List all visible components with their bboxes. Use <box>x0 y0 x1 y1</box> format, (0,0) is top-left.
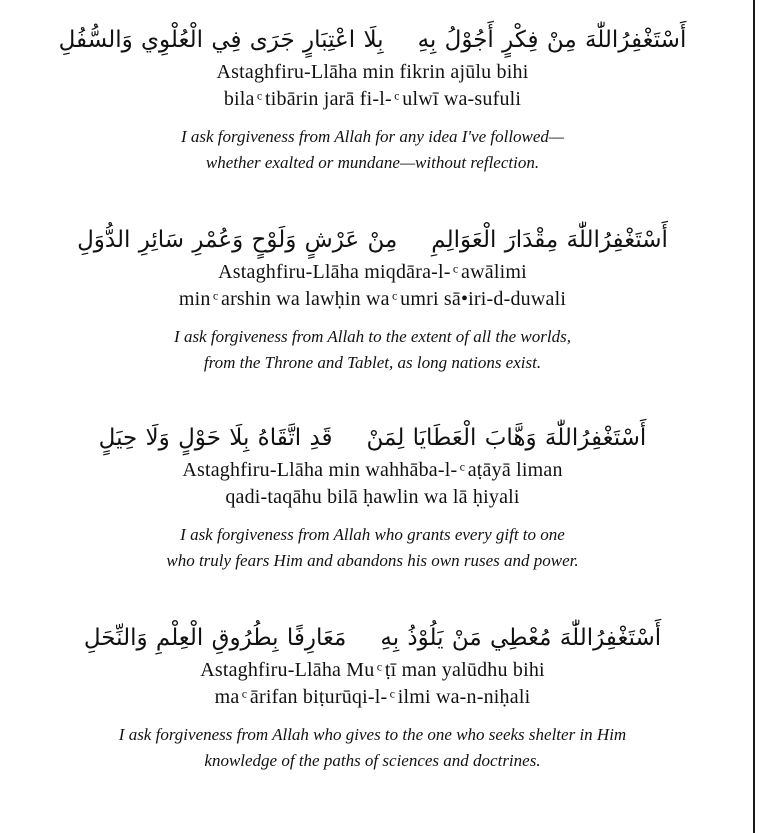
page-edge-rule <box>753 0 755 833</box>
transliteration-line-1: Astaghfiru-Llāha miqdāra-l- ͨ awālimi <box>218 261 527 283</box>
arabic-verse <box>0 222 745 258</box>
arabic-hemistich-first: أَسْتَغْفِرُاللّٰهَ مِقْدَارَ الْعَوَالِمِ <box>431 227 668 253</box>
translation-line-1: I ask forgiveness from Allah for any idea I've followed— <box>180 127 565 146</box>
arabic-verse <box>0 420 745 456</box>
translation-line-2: knowledge of the paths of sciences and doctrines. <box>204 751 541 770</box>
stanza-4 <box>0 620 745 774</box>
arabic-verse <box>0 620 745 656</box>
transliteration-line-2: bila ͨ tibārin jarā fi-l- ͨ ulwī wa-sufuli <box>223 88 522 110</box>
transliteration-line-1: Astaghfiru-Llāha min fikrin ajūlu bihi <box>216 61 529 83</box>
translation-line-2: from the Throne and Tablet, as long nations exist. <box>203 353 542 372</box>
stanza-3 <box>0 420 745 574</box>
translation-line-1: I ask forgiveness from Allah who gives to the one who seeks shelter in Him <box>118 725 627 744</box>
arabic-hemistich-first: أَسْتَغْفِرُاللّٰهَ وَهَّابَ الْعَطَايَا لِمَنْ <box>366 425 647 451</box>
arabic-hemistich-first: أَسْتَغْفِرُاللّٰهَ مِنْ فِكْرٍ أَجُوْلُ بِهِ <box>417 27 687 53</box>
stanza-1 <box>0 22 745 176</box>
transliteration-line-1: Astaghfiru-Llāha min wahhāba-l- ͨ aṭāyā liman <box>182 459 563 481</box>
transliteration-line-2: min ͨ arshin wa lawḥin wa ͨ umri sā•iri-d-duwali <box>178 288 567 310</box>
translation-line-2: who truly fears Him and abandons his own ruses and power. <box>166 551 579 570</box>
translation-line-1: I ask forgiveness from Allah to the extent of all the worlds, <box>174 327 571 346</box>
translation-line-1: I ask forgiveness from Allah who grants every gift to one <box>180 525 565 544</box>
transliteration-line-1: Astaghfiru-Llāha Mu ͨ ṭī man yalūdhu bihi <box>200 659 545 681</box>
transliteration-line-2: ma ͨ ārifan biṭurūqi-l- ͨ ilmi wa-n-niḥali <box>214 686 531 708</box>
arabic-hemistich-first: أَسْتَغْفِرُاللّٰهَ مُعْطِي مَنْ يَلُوْذُ بِهِ <box>380 625 662 651</box>
stanza-2 <box>0 222 745 376</box>
arabic-hemistich-second: بِلَا اعْتِبَارٍ جَرَى فِي الْعُلْوِي وَالسُّفُلِ <box>58 27 384 53</box>
arabic-hemistich-second: مِنْ عَرْشٍ وَلَوْحٍ وَعُمْرِ سَائِرِ الدُّوَلِ <box>77 227 398 253</box>
translation-line-2: whether exalted or mundane—without reflection. <box>205 153 540 172</box>
arabic-verse <box>0 22 745 58</box>
arabic-hemistich-second: قَدِ اتَّقَاهُ بِلَا حَوْلٍ وَلَا حِيَلٍ <box>98 425 333 451</box>
transliteration-line-2: qadi-taqāhu bilā ḥawlin wa lā ḥiyali <box>225 486 520 508</box>
arabic-hemistich-second: مَعَارِفًا بِطُرُوقِ الْعِلْمِ وَالنِّحَلِ <box>83 625 347 651</box>
